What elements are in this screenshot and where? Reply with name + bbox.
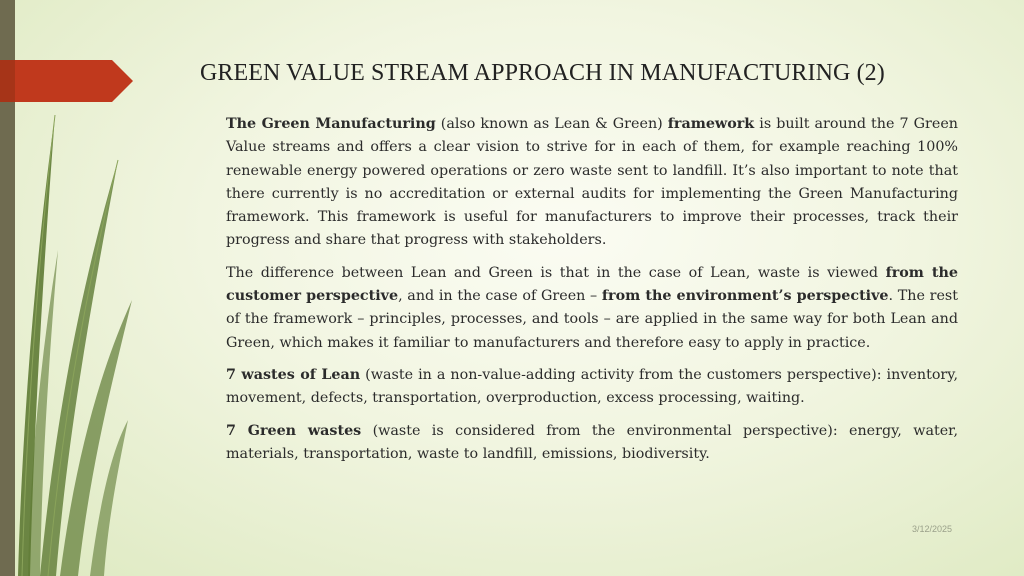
paragraph-lean-wastes: 7 wastes of Lean (waste in a non-value-adding activity from the customers perspective): inventory, movement, defects, transportation, overproduction, excess processing, waiting. — [226, 366, 958, 407]
slide-date: 3/12/2025 — [912, 524, 953, 534]
paragraph-green-manufacturing: The Green Manufacturing (also known as Lean & Green) framework is built around the 7 Green Value streams and offers a clear vision to strive for in each of them, for example reaching 100% renewable energy powered operations or zero waste sent to landfill. It’s also important to note that there currently is no accreditation or external audits for implementing the Green Manufacturing framework. This framework is useful for manufacturers to improve their processes, track their progress and share that progress with stakeholders. — [226, 116, 959, 249]
slide-body — [226, 113, 958, 475]
slide-title: GREEN VALUE STREAM APPROACH IN MANUFACTURING (2) — [200, 60, 885, 86]
paragraph-lean-vs-green: The difference between Lean and Green is that in the case of Lean, waste is viewed from the customer perspective, and in the case of Green – from the environment’s perspective. The rest of the framework – principles, processes, and tools – are applied in the same way for both Lean and Green, which makes it familiar to manufacturers and therefore easy to apply in practice. — [226, 264, 958, 351]
title-accent-arrow — [0, 60, 133, 102]
paragraph-green-wastes: 7 Green wastes (waste is considered from the environmental perspective): energy, water, materials, transportation, waste to landfill, emissions, biodiversity. — [226, 422, 958, 462]
